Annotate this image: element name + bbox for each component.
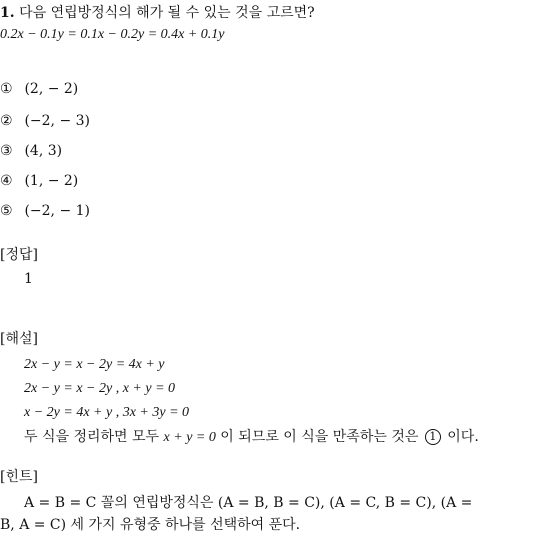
question-header — [0, 4, 315, 22]
answer-label: [정답] — [0, 247, 38, 263]
option-4[interactable] — [0, 172, 78, 190]
circled-answer: 1 — [425, 429, 441, 445]
option-5[interactable] — [0, 202, 90, 220]
hint-line-1: A = B = C 꼴의 연립방정식은 (A = B, B = C), (A = C, B = C), (A = — [24, 495, 473, 511]
option-value: (4, 3) — [24, 143, 63, 159]
option-value: (−2, − 3) — [24, 113, 91, 129]
option-value: (2, − 2) — [24, 81, 79, 97]
option-marker: ① — [0, 81, 13, 97]
hint-label: [힌트] — [0, 469, 38, 485]
option-marker: ② — [0, 113, 13, 129]
option-2[interactable] — [0, 112, 90, 130]
conclusion-math: x + y = 0 — [163, 430, 216, 445]
option-value: (−2, − 1) — [24, 203, 91, 219]
option-marker: ④ — [0, 173, 13, 189]
option-marker: ③ — [0, 143, 13, 159]
option-marker: ⑤ — [0, 203, 13, 219]
explanation-line-3: x − 2y = 4x + y , 3x + 3y = 0 — [24, 405, 190, 420]
conclusion-text-mid: 이 되므로 이 식을 만족하는 것은 — [215, 429, 423, 445]
conclusion-text-post: 이다. — [442, 429, 479, 445]
conclusion-text-pre: 두 식을 정리하면 모두 — [24, 429, 164, 445]
option-value: (1, − 2) — [24, 173, 79, 189]
explanation-label: [해설] — [0, 331, 38, 347]
question-number: 1. — [0, 5, 15, 21]
answer-value: 1 — [24, 271, 33, 287]
option-1[interactable] — [0, 80, 78, 98]
explanation-line-1: 2x − y = x − 2y = 4x + y — [24, 357, 165, 372]
explanation-conclusion — [24, 428, 479, 447]
explanation-line-2: 2x − y = x − 2y , x + y = 0 — [24, 381, 176, 396]
hint-line-2: B, A = C) 세 가지 유형중 하나를 선택하여 푼다. — [0, 517, 301, 533]
option-3[interactable] — [0, 142, 62, 160]
question-equation: 0.2x − 0.1y = 0.1x − 0.2y = 0.4x + 0.1y — [0, 27, 225, 42]
question-text: 다음 연립방정식의 해가 될 수 있는 것을 고르면? — [19, 5, 315, 21]
